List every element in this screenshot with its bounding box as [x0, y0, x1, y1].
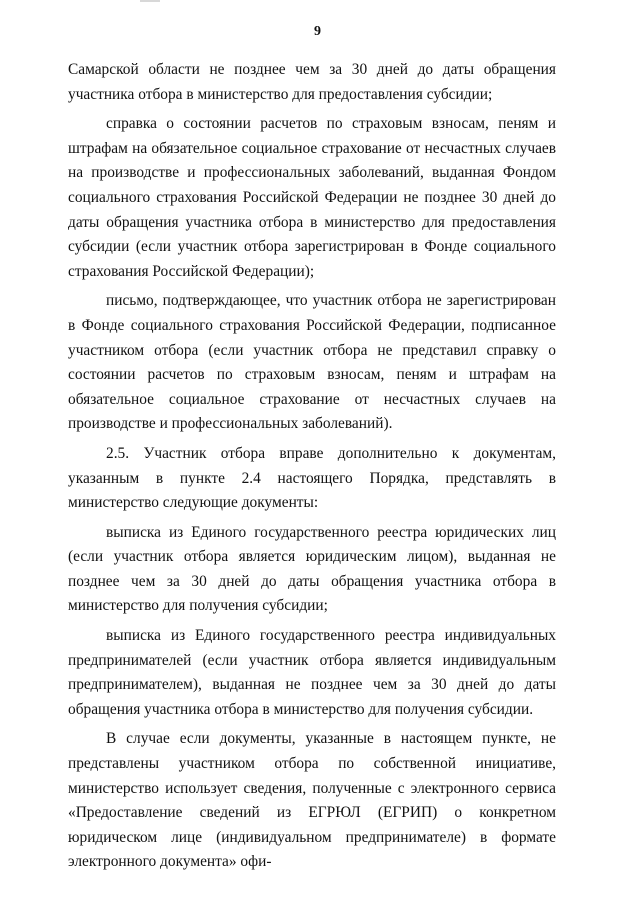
document-body [68, 58, 556, 875]
scan-artifact [140, 0, 160, 2]
page-number: 9 [314, 24, 321, 39]
paragraph: выписка из Единого государственного реестра индивидуальных предпринимателей (если участник отбора является индивидуальным предпринимателем), выданная не позднее чем за 30 дней до даты обращения участника отбора в министерство для получения субсидии. [68, 627, 556, 718]
paragraph: выписка из Единого государственного реестра юридических лиц (если участник отбора является юридическим лицом), выданная не позднее чем за 30 дней до даты обращения участника отбора в министерство для получения субсидии; [68, 523, 556, 615]
paragraph: справка о состоянии расчетов по страховым взносам, пеням и штрафам на обязательное социальное страхование от несчастных случаев на производстве и профессиональных заболеваний, выданная Фондом социального страхования Российской Федерации не позднее 30 дней до даты обращения участника отбора в министерство для предоставления субсидии (если участник отбора зарегистрирован в Фонде социального страхования Российской Федерации); [68, 115, 556, 280]
paragraph: Самарской области не позднее чем за 30 дней до даты обращения участника отбора в министерство для предоставления субсидии; [68, 61, 556, 103]
paragraph: письмо, подтверждающее, что участник отбора не зарегистрирован в Фонде социального страхования Российской Федерации, подписанное участником отбора (если участник отбора не представил справку о состоянии расчетов по страховым взносам, пеням и штрафам на обязательное социальное страхование от несчастных случаев на производстве и профессиональных заболеваний). [68, 292, 556, 433]
paragraph: 2.5. Участник отбора вправе дополнительно к документам, указанным в пункте 2.4 настоящего Порядка, представлять в министерство следующие документы: [68, 444, 556, 512]
paragraph: В случае если документы, указанные в настоящем пункте, не представлены участником отбора по собственной инициативе, министерство использует сведения, полученные с электронного сервиса «Предоставление сведений из ЕГРЮЛ (ЕГРИП) о конкретном юридическом лице (индивидуальном предпринимателе) в формате электронного документа» офи- [68, 730, 556, 871]
